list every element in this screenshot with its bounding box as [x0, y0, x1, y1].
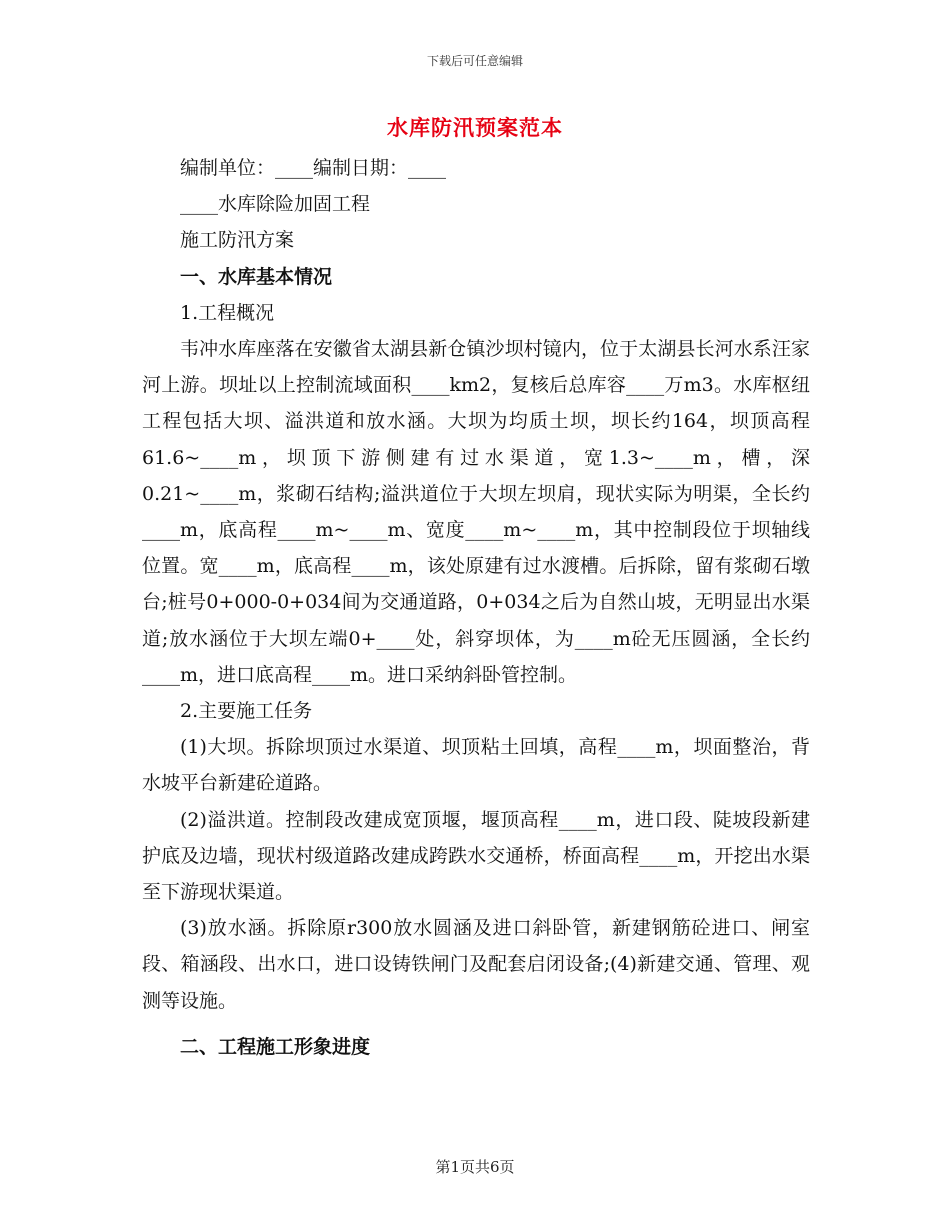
section-heading-1: 一、水库基本情况	[180, 265, 333, 288]
task-spillway-paragraph: (2)溢洪道。控制段改建成宽顶堰，堰顶高程____m，进口段、陡坡段新建护底及边墙，现状村级道路改建成跨跌水交通桥，桥面高程____m，开挖出水渠至下游现状渠道。	[142, 808, 810, 904]
task-culvert-paragraph: (3)放水涵。拆除原r300放水圆涵及进口斜卧管，新建钢筋砼进口、闸室段、箱涵段、出水口，进口设铸铁闸门及配套启闭设备;(4)新建交通、管理、观测等设施。	[142, 917, 810, 1012]
plan-name-line: 施工防汛方案	[180, 229, 295, 252]
section-heading-2: 二、工程施工形象进度	[180, 1035, 371, 1058]
page-header: 下载后可任意编辑	[426, 54, 523, 68]
document-title: 水库防汛预案范本	[387, 115, 563, 140]
project-name-line: ____水库除险加固工程	[180, 193, 371, 216]
page-footer: 第1页共6页	[435, 1158, 515, 1176]
subsection-heading-2: 2.主要施工任务	[180, 700, 313, 723]
document-body	[142, 150, 810, 1065]
overview-paragraph: 韦冲水库座落在安徽省太湖县新仓镇沙坝村镜内，位于太湖县长河水系汪家河上游。坝址以上控制流域面积____km2，复核后总库容____万m3。水库枢纽工程包括大坝、溢洪道和放水涵。大坝为均质土坝，坝长约164，坝顶高程61.6~____m，坝顶下游侧建有过水渠道，宽1.3~____m，槽，深0.21~____m，浆砌石结构;溢洪道位于大坝左坝肩，现状实际为明渠，全长约____m，底高程____m~____m、宽度____m~____m，其中控制段位于坝轴线位置。宽____m，底高程____m，该处原建有过水渡槽。后拆除，留有浆砌石墩台;桩号0+000-0+034间为交通道路，0+034之后为自然山坡，无明显出水渠道;放水涵位于大坝左端0+____处，斜穿坝体，为____m砼无压圆涵，全长约____m，进口底高程____m。进口采纳斜卧管控制。	[142, 338, 810, 686]
compile-info-line: 编制单位：____编制日期：____	[180, 157, 447, 179]
subsection-heading-1: 1.工程概况	[180, 301, 275, 324]
task-dam-paragraph: (1)大坝。拆除坝顶过水渠道、坝顶粘土回填，高程____m，坝面整治，背水坡平台新建砼道路。	[142, 736, 810, 795]
